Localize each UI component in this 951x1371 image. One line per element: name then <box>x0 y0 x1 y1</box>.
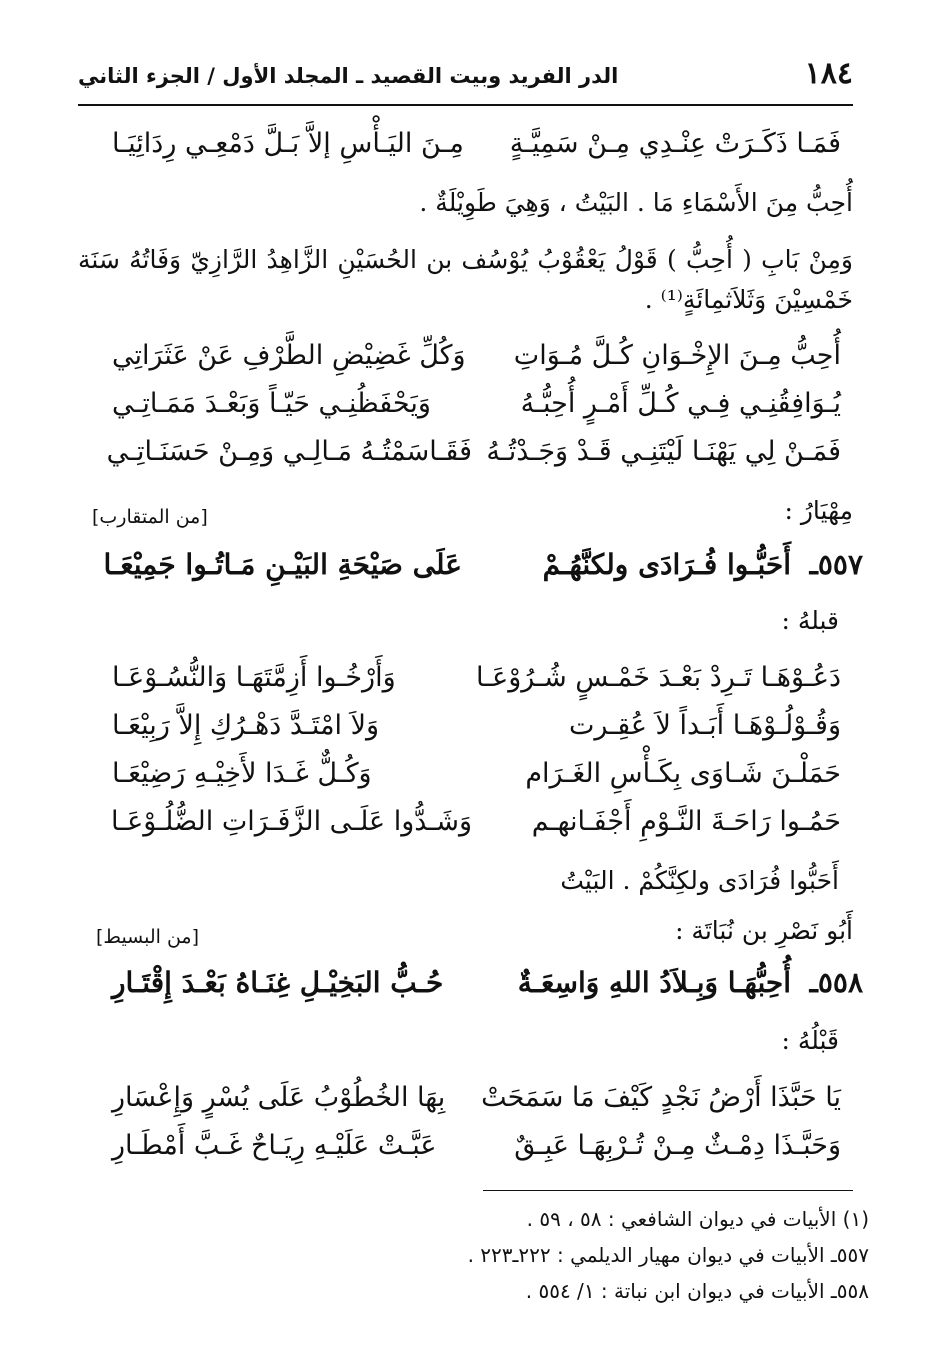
verse-hemistich-left: عَلَى صَيْحَةِ البَيْـنِ مَـاتُـوا جَمِيْعَـا <box>103 548 462 581</box>
page-header <box>78 52 853 102</box>
verse-hemistich-left: وَيَحْفَظُنِـي حَيّـاً وَبَعْـدَ مَمَـاتِـي <box>112 388 431 419</box>
footnote-rule <box>483 1190 853 1191</box>
meter-label: [من البسيط] <box>96 926 200 948</box>
verse-hemistich-left: حُـبُّ البَخِيْـلِ غِنَـاهُ بَعْـدَ إِقْتَـارِ <box>112 966 444 999</box>
verse-hemistich-left: وَكُـلٌّ غَـدَا لأَخِيْـهِ رَضِيْعَـا <box>112 758 372 789</box>
verse-line <box>78 340 853 380</box>
verse-number: ٥٥٧ـ <box>809 548 863 581</box>
verse-line <box>78 388 853 428</box>
verse-hemistich-right: حَمَلْـنَ شَـاوَى بِكَـأْسِ الغَـرَام <box>525 758 841 789</box>
verse-hemistich-left: وَأَرْخُـوا أَزِمَّتَهَـا وَالنُّسُـوْعَـا <box>112 662 396 693</box>
verse-hemistich-left: وَكُلِّ غَضِيْضِ الطَّرْفِ عَنْ عَثَرَاتِي <box>112 340 466 371</box>
verse-hemistich-left: عَبَّـتْ عَلَيْـهِ رِيَـاحٌ غَـبَّ أَمْطَـارِ <box>112 1130 437 1161</box>
verse-hemistich-right: وَقُـوْلُـوْهَـا أَبَـداً لاَ عُقِـرت <box>568 710 841 741</box>
verse-line <box>78 436 853 476</box>
footnote: (١) الأبيات في ديوان الشافعي : ٥٨ ، ٥٩ . <box>526 1207 869 1231</box>
qabluhu-label: قَبْلُهُ : <box>781 1026 839 1055</box>
footnote: ٥٥٨ـ الأبيات في ديوان ابن نباتة : ١/ ٥٥٤ . <box>525 1279 869 1303</box>
prose-line: أُحِبُّ مِنَ الأَسْمَاءِ مَا . البَيْتُ ، وَهِيَ طَوِيْلَةٌ . <box>419 188 853 217</box>
verse-hemistich-right: يَا حَبَّذَا أَرْضُ نَجْدٍ كَيْفَ مَا سَمَحَتْ <box>481 1082 841 1113</box>
verse-hemistich-left: بِهَا الخُطُوْبُ عَلَى يُسْرٍ وَإِعْسَارِ <box>112 1082 446 1113</box>
verse-hemistich-left: وَلاَ امْتَـدَّ دَهْـرُكِ إِلاَّ رَبِيْعَـا <box>112 710 380 741</box>
poet-name: أَبُو نَصْرِ بن نُبَاتَة : <box>675 916 853 945</box>
verse-line <box>78 1130 853 1170</box>
verse-line <box>78 806 853 846</box>
verse-hemistich-right: يُـوَافِقُنِـي فِـي كُـلِّ أَمْـرٍ أُحِبُّـهُ <box>520 388 841 419</box>
verse-number: ٥٥٨ـ <box>809 966 863 999</box>
numbered-verse-558 <box>78 966 863 1010</box>
prose-paragraph: وَمِنْ بَابِ ( أُحِبُّ ) قَوْلُ يَعْقُوْبُ يُوْسُف بن الحُسَيْنِ الزَّاهِدُ الرَّازِيّ وَفَاتُهُ سَنَة خَمْسِيْنَ وَثَلاَثمِائَةٍ⁽¹⁾ . <box>78 245 853 314</box>
verse-hemistich-right: أُحِبُّ مِـنَ الإِخْـوَانِ كُـلَّ مُـوَاتِ <box>513 340 841 371</box>
page-number: ١٨٤ <box>804 56 853 91</box>
verse-hemistich-left: فَقَـاسَمْتُـهُ مَـالِـي وَمِـنْ حَسَنَـاتِـي <box>106 436 472 467</box>
verse-hemistich-left: وَشَـدُّوا عَلَـى الزَّفَـرَاتِ الضُّلُـوْعَـا <box>111 806 472 837</box>
poet-name: مِهْيَارُ : <box>784 496 853 525</box>
verse-line <box>78 128 853 168</box>
verse-hemistich-right: دَعُـوْهَـا تَـرِدْ بَعْـدَ خَمْـسٍ شُـرُوْعَـا <box>475 662 841 693</box>
verse-hemistich-right: فَمَـنْ لِي يَهْنَـا لَيْتَنِـي قَـدْ وَجَـدْتُـهُ <box>486 436 841 467</box>
meter-label: [من المتقارب] <box>92 506 208 528</box>
footnote: ٥٥٧ـ الأبيات في ديوان مهيار الديلمي : ٢٢٢ـ٢٢٣ . <box>467 1243 869 1267</box>
verse-hemistich-right: أَحَبُّـوا فُـرَادَى ولكنَّهُـمْ <box>542 548 791 581</box>
verse-line <box>78 1082 853 1122</box>
header-rule <box>78 104 853 106</box>
prose-line: أَحَبُّوا فُرَادَى ولكِنَّكُمْ . البَيْتُ <box>560 866 839 895</box>
numbered-verse-557 <box>78 548 863 592</box>
verse-line <box>78 662 853 702</box>
running-title: الدر الفريد وبيت القصيد ـ المجلد الأول / الجزء الثاني <box>78 64 619 88</box>
verse-hemistich-right: حَمُـوا رَاحَـةَ النَّـوْمِ أَجْفَـانهـم <box>531 806 841 837</box>
verse-line <box>78 758 853 798</box>
verse-hemistich-right: فَمَـا ذَكَـرَتْ عِنْـدِي مِـنْ سَمِيَّـةٍ <box>509 128 841 159</box>
verse-hemistich-right: وَحَبَّـذَا دِمْـثٌ مِـنْ تُـرْبِهَـا عَبِـقٌ <box>514 1130 841 1161</box>
verse-hemistich-left: مِـنَ اليَـأْسِ إلاَّ بَـلَّ دَمْعِـي رِدَائِيَـا <box>112 128 464 159</box>
qabluhu-label: قبلهُ : <box>781 606 839 635</box>
verse-line <box>78 710 853 750</box>
verse-hemistich-right: أُحِبُّهَـا وَبِـلاَدُ اللهِ وَاسِعَـةٌ <box>517 966 791 999</box>
